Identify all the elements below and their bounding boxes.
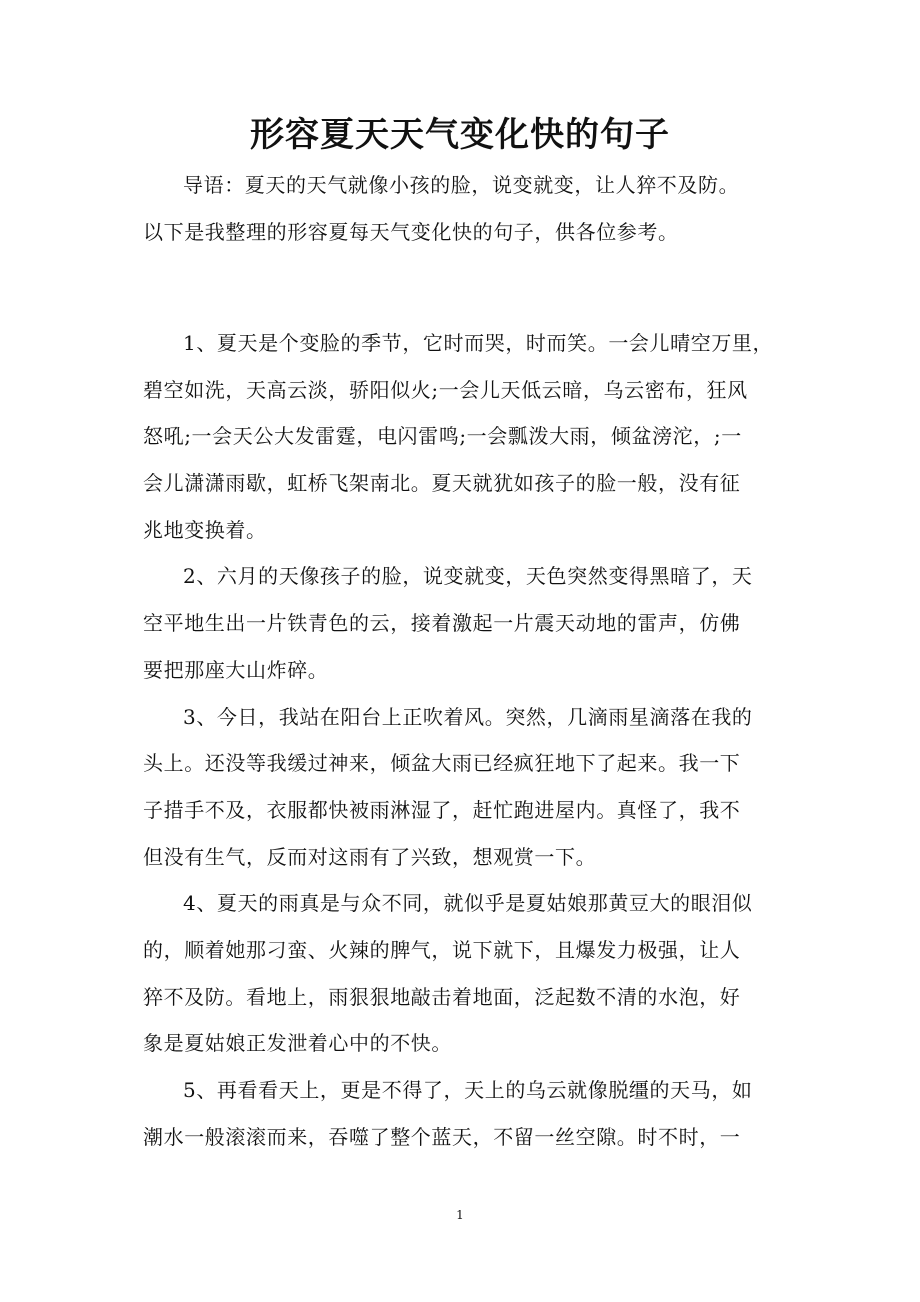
- text-line: 以下是我整理的形容夏每天气变化快的句子，供各位参考。: [143, 219, 679, 244]
- text-line: 潮水一般滚滚而来，吞噬了整个蓝天，不留一丝空隙。时不时，一: [143, 1124, 741, 1149]
- text-line: 怒吼;一会天公大发雷霆，电闪雷鸣;一会瓢泼大雨，倾盆滂沱，;一: [143, 424, 742, 449]
- text-line: 1、夏天是个变脸的季节，它时而哭，时而笑。一会儿晴空万里，: [183, 331, 774, 355]
- text-line: 3、今日，我站在阳台上正吹着风。突然，几滴雨星滴落在我的: [183, 704, 753, 729]
- text-line: 5、再看看天上，更是不得了，天上的乌云就像脱缰的天马，如: [183, 1078, 753, 1102]
- text-line: 猝不及防。看地上，雨狠狠地敲击着地面，泛起数不清的水泡，好: [143, 984, 741, 1009]
- text-line: 碧空如洗，天高云淡，骄阳似火;一会儿天低云暗，乌云密布，狂风: [143, 377, 748, 402]
- intro-paragraph: [143, 162, 793, 255]
- text-line: 4、夏天的雨真是与众不同，就似乎是夏姑娘那黄豆大的眼泪似: [183, 891, 753, 916]
- text-line: 要把那座大山炸碎。: [143, 657, 329, 682]
- page-number: 1: [456, 1208, 464, 1222]
- text-line: 子措手不及，衣服都快被雨淋湿了，赶忙跑进屋内。真怪了，我不: [143, 797, 741, 822]
- text-line: 的，顺着她那刁蛮、火辣的脾气，说下就下，且爆发力极强，让人: [143, 937, 741, 962]
- document-title: 形容夏天天气变化快的句子: [250, 115, 670, 155]
- text-line: 导语：夏天的天气就像小孩的脸，说变就变，让人猝不及防。: [183, 173, 740, 197]
- text-line: 但没有生气，反而对这雨有了兴致，想观赏一下。: [143, 844, 597, 869]
- paragraph-1: [143, 320, 793, 1160]
- text-line: 空平地生出一片铁青色的云，接着激起一片震天动地的雷声，仿佛: [143, 611, 741, 636]
- text-line: 象是夏姑娘正发泄着心中的不快。: [143, 1031, 452, 1056]
- text-line: 2、六月的天像孩子的脸，说变就变，天色突然变得黑暗了，天: [183, 564, 753, 589]
- text-line: 兆地变换着。: [143, 517, 267, 542]
- text-line: 头上。还没等我缓过神来，倾盆大雨已经疯狂地下了起来。我一下: [143, 751, 741, 776]
- text-line: 会儿潇潇雨歇，虹桥飞架南北。夏天就犹如孩子的脸一般，没有征: [143, 471, 741, 496]
